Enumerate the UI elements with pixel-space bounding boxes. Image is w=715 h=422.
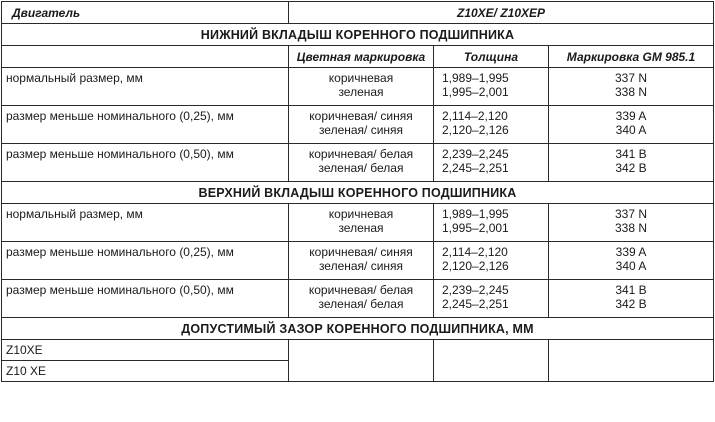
marking-value: 342 B bbox=[615, 297, 647, 311]
engine-name: Z10 XE bbox=[2, 361, 289, 382]
thickness-cell bbox=[434, 144, 549, 182]
marking-value: 337 N bbox=[614, 71, 648, 85]
thickness-value: 2,120–2,126 bbox=[442, 123, 509, 137]
marking-cell bbox=[549, 280, 714, 318]
marking-value: 338 N bbox=[614, 85, 648, 99]
thickness-value: 2,245–2,251 bbox=[442, 297, 509, 311]
thickness-cell bbox=[434, 242, 549, 280]
thickness-value: 1,995–2,001 bbox=[442, 85, 509, 99]
marking-value: 342 B bbox=[615, 161, 647, 175]
marking-value: 341 B bbox=[615, 283, 647, 297]
header-row bbox=[2, 2, 714, 24]
upper-bearing-title: ВЕРХНИЙ ВКЛАДЫШ КОРЕННОГО ПОДШИПНИКА bbox=[2, 182, 714, 204]
table-row bbox=[2, 340, 714, 361]
marking-value: 338 N bbox=[614, 221, 648, 235]
section-row bbox=[2, 318, 714, 340]
thickness-value: 1,989–1,995 bbox=[442, 71, 509, 85]
color-value: зеленая/ белая bbox=[318, 297, 404, 311]
color-value: коричневая/ синяя bbox=[309, 245, 413, 259]
color-value: зеленая/ белая bbox=[318, 161, 404, 175]
marking-cell bbox=[549, 242, 714, 280]
marking-cell bbox=[549, 144, 714, 182]
color-value: коричневая/ белая bbox=[308, 283, 414, 297]
marking-cell bbox=[549, 68, 714, 106]
thickness-cell bbox=[434, 280, 549, 318]
model-header: Z10XE/ Z10XEP bbox=[289, 2, 714, 24]
color-cell bbox=[289, 106, 434, 144]
marking-value: 341 B bbox=[615, 147, 647, 161]
thickness-value: 2,114–2,120 bbox=[442, 245, 508, 259]
color-value: коричневая/ синяя bbox=[309, 109, 413, 123]
color-value: зеленая bbox=[338, 221, 384, 235]
thickness-value: 1,989–1,995 bbox=[442, 207, 509, 221]
marking-value: 339 A bbox=[615, 109, 647, 123]
section-row bbox=[2, 182, 714, 204]
color-cell bbox=[289, 242, 434, 280]
engine-header: Двигатель bbox=[2, 2, 289, 24]
color-cell bbox=[289, 144, 434, 182]
thickness-cell bbox=[434, 204, 549, 242]
thickness-value: 2,114–2,120 bbox=[442, 109, 508, 123]
size-label: размер меньше номинального (0,25), мм bbox=[2, 242, 289, 280]
marking-value: 340 A bbox=[615, 123, 647, 137]
column-header-row bbox=[2, 46, 714, 68]
color-cell bbox=[289, 204, 434, 242]
thickness-value: 1,995–2,001 bbox=[442, 221, 509, 235]
gm-marking-header: Маркировка GM 985.1 bbox=[549, 46, 714, 68]
table-row bbox=[2, 204, 714, 242]
thickness-value: 2,239–2,245 bbox=[442, 147, 509, 161]
empty-cell bbox=[289, 340, 434, 382]
bearing-spec-table bbox=[1, 1, 714, 382]
size-label: размер меньше номинального (0,50), мм bbox=[2, 144, 289, 182]
size-label: размер меньше номинального (0,25), мм bbox=[2, 106, 289, 144]
color-cell bbox=[289, 280, 434, 318]
empty-cell bbox=[434, 340, 549, 382]
marking-cell bbox=[549, 204, 714, 242]
clearance-title: ДОПУСТИМЫЙ ЗАЗОР КОРЕННОГО ПОДШИПНИКА, ММ bbox=[2, 318, 714, 340]
color-value: зеленая/ синяя bbox=[318, 259, 404, 273]
marking-value: 340 A bbox=[615, 259, 647, 273]
table-row bbox=[2, 68, 714, 106]
thickness-header: Толщина bbox=[434, 46, 549, 68]
thickness-value: 2,245–2,251 bbox=[442, 161, 509, 175]
marking-value: 339 A bbox=[615, 245, 647, 259]
color-value: зеленая bbox=[338, 85, 384, 99]
size-label: размер меньше номинального (0,50), мм bbox=[2, 280, 289, 318]
thickness-cell bbox=[434, 106, 549, 144]
color-value: коричневая/ белая bbox=[308, 147, 414, 161]
table-row bbox=[2, 106, 714, 144]
table-row bbox=[2, 144, 714, 182]
lower-bearing-title: НИЖНИЙ ВКЛАДЫШ КОРЕННОГО ПОДШИПНИКА bbox=[2, 24, 714, 46]
blank-header-cell bbox=[2, 46, 289, 68]
thickness-cell bbox=[434, 68, 549, 106]
color-marking-header: Цветная маркировка bbox=[289, 46, 434, 68]
engine-name: Z10XE bbox=[2, 340, 289, 361]
marking-value: 337 N bbox=[614, 207, 648, 221]
color-value: коричневая bbox=[328, 207, 394, 221]
table-row bbox=[2, 280, 714, 318]
empty-cell bbox=[549, 340, 714, 382]
thickness-value: 2,239–2,245 bbox=[442, 283, 509, 297]
table-row bbox=[2, 242, 714, 280]
color-value: зеленая/ синяя bbox=[318, 123, 404, 137]
size-label: нормальный размер, мм bbox=[2, 204, 289, 242]
color-cell bbox=[289, 68, 434, 106]
marking-cell bbox=[549, 106, 714, 144]
thickness-value: 2,120–2,126 bbox=[442, 259, 509, 273]
size-label: нормальный размер, мм bbox=[2, 68, 289, 106]
section-row bbox=[2, 24, 714, 46]
color-value: коричневая bbox=[328, 71, 394, 85]
